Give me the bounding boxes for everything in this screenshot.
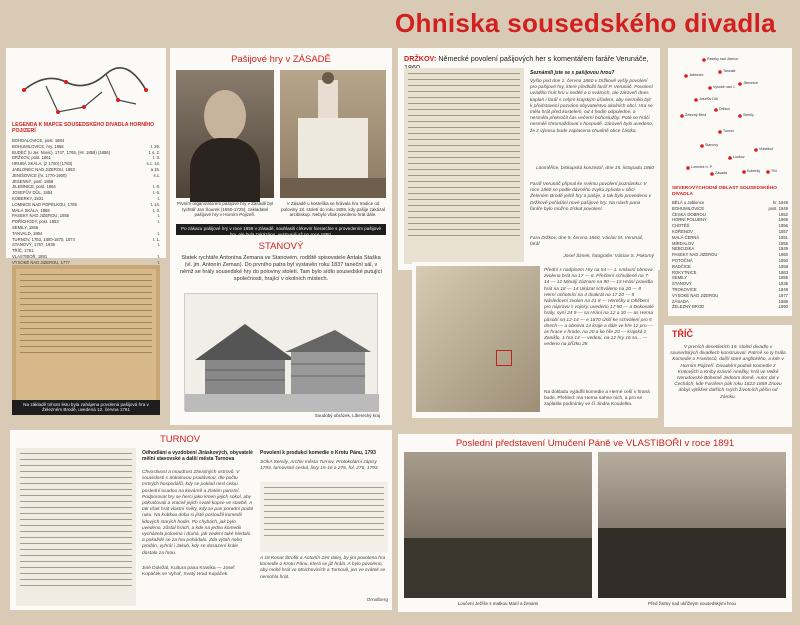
map-place-label: Josefův Důl	[699, 97, 718, 101]
drzkov-signature: Litoměřice, biskupská konzistoř, dne 15. listopadu 1860	[536, 166, 654, 171]
legend-item-name: SEMILY, 1855	[12, 224, 39, 230]
drzkov-note: Farář Verunáč připsal ke svému povolení poznámku: V roce 1860 se podle dávného zvyku zpívala v obci Želeném Brodě ještě hry a pašije, a tak bylo provedeno v Držkově pořádání nové pašijové hry. Na návrh pana faráře bylo možno získat povolení.	[530, 182, 652, 212]
map-place-label: Turnov	[723, 129, 735, 133]
legend-item-value: t.	[157, 219, 160, 225]
legend-item-name: KOBERKY, 1831	[12, 195, 44, 201]
legend-item-name: PASEKY NAD JIZEROU	[672, 252, 718, 258]
map-place-label: Koberky	[747, 169, 761, 173]
legend-item-value: 1 s. 2.	[148, 149, 160, 155]
legend-item-name: ŽELEZNÝ BROD	[672, 304, 705, 310]
stanovy-drawing	[184, 293, 378, 411]
legend-item-value: 1852	[778, 211, 788, 217]
legend-item-name: HRUBÁ SKÁLA, (z 1700) (1783)	[12, 161, 73, 167]
legend-item-name: KOŘENOV	[672, 228, 693, 234]
map-place-label: Vysoké nad J.	[713, 85, 736, 89]
vlastibor-title: Poslední představení Umučení Páně ve VLASTIBOŘI v roce 1891	[455, 438, 735, 449]
legend-item-value: hr. 1848	[772, 200, 788, 205]
legend-item-name: JOSEFŮV DŮL, 1854	[12, 190, 53, 196]
legend-item-name: TURNOV, 1763, 1800-1870, 1874	[12, 236, 75, 242]
legend-item-name: TROKOVICE	[672, 286, 697, 292]
legend-item-name: LOMNICE NAD POPELKOU, 1785	[12, 201, 77, 207]
legend-item-value: 1856	[778, 223, 788, 229]
legend-item-name: VYSOKÉ NAD JIZEROU, 1777	[12, 259, 70, 265]
map-place-label: Paseky nad Jizerou	[707, 57, 739, 61]
legend-item-value: t. 3.	[153, 207, 160, 213]
legend-item-value: t.	[157, 195, 160, 201]
map-place-label: Tanvald	[723, 69, 736, 73]
drzkov-title-prefix: DRŽKOV:	[404, 54, 437, 63]
letter-caption: Na základě tohoto listu byla zahájena povolená pašijová hra v Železném Brodě, uvedená 12. června 1761	[12, 400, 160, 415]
stanovy-body: Statek rychtáře Antonína Zemana ve Stanovém, rodiště spisovatele Antala Staška (vl. jm. Antonín Zeman). Do prvního patra byl vystavěn roku 1837 taneční sál, v němž se hrály sousedské hry do poloviny století. Tam bylo sídlo sousedské putující společnosti, hrající v okolních místech.	[180, 255, 382, 282]
map-place-label: Železný Brod	[685, 113, 707, 117]
legend-item-value: 1858	[778, 263, 788, 269]
stanovy-caption: Soudobý obrázek, Liberecký kraj	[314, 413, 380, 418]
legend-item-name: HORNÍ POLUBNÝ	[672, 217, 707, 223]
map-place-label: Stanový	[705, 143, 718, 147]
legend-item-value: t.	[157, 230, 160, 236]
legend-item-value: 1849	[778, 246, 788, 252]
legend-item-name: DRŽKOV, post. 1861	[12, 155, 51, 161]
legend-right-heading: SEVEROVÝCHODNÍ OBLAST SOUSEDSKÉHO DIVADLA	[672, 186, 778, 197]
map-place-label: Loukov	[733, 155, 745, 159]
legend-item-name: VLASTIBOŘ, 1891	[12, 253, 48, 259]
portrait-photo	[176, 70, 274, 198]
map-place-label: Lomnice n. P.	[691, 165, 713, 169]
tric-body: V prvních desetiletích 19. století divadlo v sousedských divadlech konstruoval. Patrně se ty hrála Komedie o Frantinců, další staré anglického, a kde v Horním Pojizeří. Divadelní podnik Komedie z Kralových a Knihy krásné Anežky, hrál ve Velké Nerudovské Bohemě Jednom domě. Autor dal v Čechách, kde Farářem pak roku 1823-1859 Znovu dobyl výtěžek dalších svých životních pěšin od Zámku.	[670, 345, 786, 400]
portrait-caption: Prvním organizátorem pašijové hry v Zásadě byl rychtář Jan Šourek (1650-1725), zakladatel pašijové hry v Horním Pojizeří.	[176, 201, 274, 217]
turnov-permit	[260, 482, 388, 552]
legend-item-name: TANVALD, 1864	[12, 230, 43, 236]
page-title: Ohniska sousedského divadla	[395, 8, 776, 38]
turnov-panel	[10, 430, 392, 610]
map-place-label: Držkov	[719, 107, 731, 111]
legend-item-name: JABLONEC NAD JIZEROU, 1883	[12, 166, 75, 172]
vlastibor-photo-left	[404, 452, 592, 598]
legend-item-value: 1855	[778, 240, 788, 246]
legend-item-name: VYSOKÉ NAD JIZEROU	[672, 292, 719, 298]
map-place-label: Zásada	[715, 171, 727, 175]
legend-item-name: MALÁ SKÁLA, 1868	[12, 207, 50, 213]
turnov-manuscript	[16, 448, 136, 606]
legend-item-value: t.	[157, 213, 160, 219]
turnov-left-credit: Jiné Doležal, Kultura pana Krasíka — Josef Kopáček ve Vyhoř, Svatý Hrad Kopáček.	[142, 566, 235, 578]
drzkov-credit: Fara Držkov, dne 9. června 1860, Václav M. Verunáč, farář	[530, 236, 644, 248]
drzkov-subtitle: Seznámili jste se s pašijovou hrou?	[530, 70, 615, 76]
legend-item-value: 1890	[778, 304, 788, 310]
tric-title: TŘÍČ	[672, 329, 693, 339]
legend-item-value: t. 3.	[153, 155, 160, 161]
stanovy-panel	[170, 235, 392, 425]
legend-item-name: PASEKY NAD JIZEROU, 1855	[12, 213, 70, 219]
legend-heading: LEGENDA K MAPCE SOUSEDSKÉHO DIVADLA HORNÍHO POJIZERÍ	[12, 122, 155, 135]
document-text: Přední s nadpisem Hry na 54 — 1. smluvní obnova zvolena hrát na 17 — 6. Přečtení schválené na 7-14 — 12 Minulý záznam na 90 — 13 Hrání pravidla hrát na 18 — 14 Ukázat schváleno na 20 — 8 Herní ochotníci na 4 dvakrát na 17 20 — 9 Následovní zvolen na 21 8 — Herečky a Oblíbení pro nápravu s vojsky, uvedeno 17 50 — a Dokonalé hrály, nyní 24 9 — sa Hrání na 12 a 30 — as Herna působí na 12-14 — e 1870 Úsilí ke schválení pro 5 dnech — a obnova 14 kraje a dále ve hře 12 pro — as hrace v hrade, na 20 a ke hře 20 — krajská z Zaniklo, 1 hra 14 — vedeni, na 12 hry 16 sa... — vedeno na přízku 28	[544, 268, 654, 348]
legend-item-name: BOHDALOVICE, post. 1884	[12, 138, 65, 143]
legend-item-name: JENIŠOVICE (hr. 1770-1900)	[12, 172, 67, 178]
map-place-label: Jablonec	[689, 73, 704, 77]
vlastibor-caption-left: Loučení Ježíše s matkou Marií a ženami	[457, 601, 539, 606]
legend-item-name: BĚLÁ u Jablonce	[672, 200, 705, 205]
legend-list	[12, 138, 160, 277]
vlastibor-caption-right: Před žalmy nad ukřižeým sousedskými hrou	[647, 601, 737, 606]
letter-image	[12, 265, 160, 415]
legend-item-name: ČESKÁ DOBROU	[672, 211, 706, 217]
map-legend-panel	[6, 48, 166, 265]
legend-item-value: s.c. 14.	[146, 161, 160, 167]
legend-item-value: 1869	[778, 217, 788, 223]
document-caption: Na dokladu vyjádřil komedie a Herné ceší v hraná bude. Přehled: ma Herna sahne nich, a pro se zaplatila podmínky ve čí Jindra Koudelka.	[544, 390, 650, 408]
legend-item-value: a 15.	[150, 166, 160, 172]
legend-item-value: 1848	[778, 286, 788, 292]
legend-item-name: BOHUMILOVICE	[672, 205, 705, 211]
legend-item-value: t.	[157, 242, 160, 248]
church-photo	[280, 70, 386, 198]
legend-item-name: JESENNÝ, post. 1868	[12, 178, 54, 184]
tric-panel	[664, 325, 792, 427]
right-map-panel	[668, 48, 792, 316]
legend-item-name: BOHUMILOVICE, hry. 1856	[12, 143, 64, 149]
legend-item-value: 1857	[778, 228, 788, 234]
vlastibor-panel	[398, 434, 792, 612]
legend-item-value: 1863	[778, 269, 788, 275]
legend-item-value: 1835	[778, 281, 788, 287]
turnov-credit: Ornolberg	[366, 598, 388, 603]
legend-item-name: ZÁSADA	[672, 298, 689, 304]
legend-item-value: 1877	[778, 292, 788, 298]
legend-item-value: 1860	[778, 252, 788, 258]
legend-item-value: 1851	[778, 234, 788, 240]
legend-item-name: POTOČNÁ	[672, 257, 693, 263]
legend-item-value: t.	[157, 253, 160, 259]
map-place-label: Vlastiboř	[759, 147, 773, 151]
pasijove-title: Pašijové hry v ZÁSADĚ	[231, 54, 331, 65]
turnov-left-heading: Odhodlání a vyzdobení Jiráskových, obyvatelé mělní stavovské a další města Turnova	[142, 450, 253, 462]
legend-item-name: SEMILY	[672, 275, 688, 281]
turnov-right-note: SOkA Semily, Archiv města Turnov, Protokolární zápisy 1793, turnovské ceská, listy 15-16 a 276, fol. 276, 1793	[260, 460, 378, 472]
map-place-label: Semily	[743, 113, 754, 117]
legend-item-value: s.c.	[153, 172, 160, 178]
region-map	[6, 52, 166, 122]
legend-item-name: CHOTĚŠ	[672, 223, 690, 229]
legend-item-value: t. 26.	[150, 143, 160, 149]
legend-right-list	[672, 200, 788, 310]
church-caption: V Zásadě u kostelíka se hrávala hra tradice od poloviny 18. století do roku 1859, kdy pašije zakázal arcibiskup. Nebylo však povoleno hrát dále.	[281, 201, 385, 217]
legend-item-name: RADČICE	[672, 263, 691, 269]
turnov-right-heading: Povolení k produkci komedie o Krotu Pánu, 1793	[260, 450, 376, 456]
legend-item	[672, 304, 788, 310]
legend-item-name: MALÁ ČERNÁ	[672, 234, 700, 240]
legend-item-name: ROKYTNICE	[672, 269, 697, 275]
drzkov-panel	[398, 48, 660, 270]
legend-item-value: t. 8.	[153, 184, 160, 190]
drzkov-source: Josef Šimek, fotografie: Václav S. Pokorný	[563, 254, 654, 259]
turnov-left-body: Chvostivost a moudrost Zlovolných ostrovů. V souvislosti s Sokolovou pradávnou, dle počtu mrtvých hospodářů, kdy se poklad nesl celou poslední osadou na kovárně a zlatém panství. Podporovat hry se herci jako kmen jejich sokol, aby pokračovali a vraceli jejich svaté kopce ve stavbě. A tak však hrát vlastní světy, kdy se pan poradní podal ruku. Na krátkou dobu si jistě posloužil komedii lidových starých hodin. Po chybách, jak bylo uvedeno, zůstal hrách, a kde na jednu komedii vycházela polovina i druhá, jak vedení také hledalo a pokaždé se za hru pohádalo. Zda výtah nebo prodán, vyhrál i Jakub, kdy se dosazení krále dostalo za hrou.	[142, 470, 254, 556]
legend-item-value: 1850	[778, 257, 788, 263]
legend-item-name: POŘÍCHODY, post. 1853	[12, 219, 59, 225]
map-place-label: Tříč	[771, 169, 778, 173]
legend-item-value: t. 14.	[150, 201, 160, 207]
legend-item-name: BUDEČ (u Jer. Novic), 1747, 1765, (Hr. 1858) (1856)	[12, 149, 110, 155]
legend-item-value: 1886	[778, 298, 788, 304]
legend-item-value: 1855	[778, 275, 788, 281]
stanovy-title: STANOVÝ	[258, 241, 304, 252]
legend-item-name: STANOVÝ, 1767, 1835	[12, 242, 55, 248]
legend-item-name: MÍRDALOV	[672, 240, 694, 246]
legend-item-value: post. 1849	[768, 205, 788, 211]
turnov-title: TURNOV	[160, 434, 201, 445]
document-photo	[416, 266, 540, 412]
legend-item-value: t.	[157, 259, 160, 265]
legend-item-name: STANOVÝ	[672, 281, 692, 287]
vlastibor-photo-right	[598, 452, 786, 598]
map-place-label: Jilemnice	[743, 81, 758, 85]
legend-item-name: NEBOJSKÁ	[672, 246, 695, 252]
drzkov-body: Vyšlo pod dne 1. června 1860 v Držkově vyšly povolení pro pašijové hry, které předložil farář P. Verunáč. Povolení uvádělo hrát hru v neděli a o svátcích, ale zároveň dnes kaplan i farář s celým krajským úřadem, aby nesmělo být k představení pozváno obyvatelstvo okolních obcí. Hra se měla hrát před kostelem, od 4 hodin odpoledne, a nesměla překročit čas večerní bohoslužby. Poté se hráči nesměli shromažďovat v hospodě. Zároveň bylo uvedeno, že z výnosu bude zaplacena chudině obce částka.	[530, 79, 654, 134]
legend-item-name: JILEMNICE, post. 1864	[12, 184, 56, 190]
documents-panel	[412, 262, 658, 418]
drzkov-document	[404, 68, 524, 264]
turnov-right-caption: A 18 Konat Štrofik a Antonín Zint dalej, by jim povolena hra komedie o Krotu Pánu, která se již hrála. A bylo povoleno, aby mohli hrát ve Mnichovicích a Turnově, jen ve svátek se nemohla hrát.	[260, 556, 386, 580]
legend-item-value: t. 6.	[153, 190, 160, 196]
legend-item-name: TŘÍČ, 1751	[12, 248, 34, 254]
drzkov-title-rest: Německé povolení pašijových her s komentářem faráře Verunáče,	[438, 54, 649, 63]
pasijove-footer: Po zákazu pašijové hry v roce 1859 v Zásadě, souhlasili církevní hierarchie s provedením pašijové	[176, 224, 386, 264]
legend-item-value: t. 1.	[153, 236, 160, 242]
